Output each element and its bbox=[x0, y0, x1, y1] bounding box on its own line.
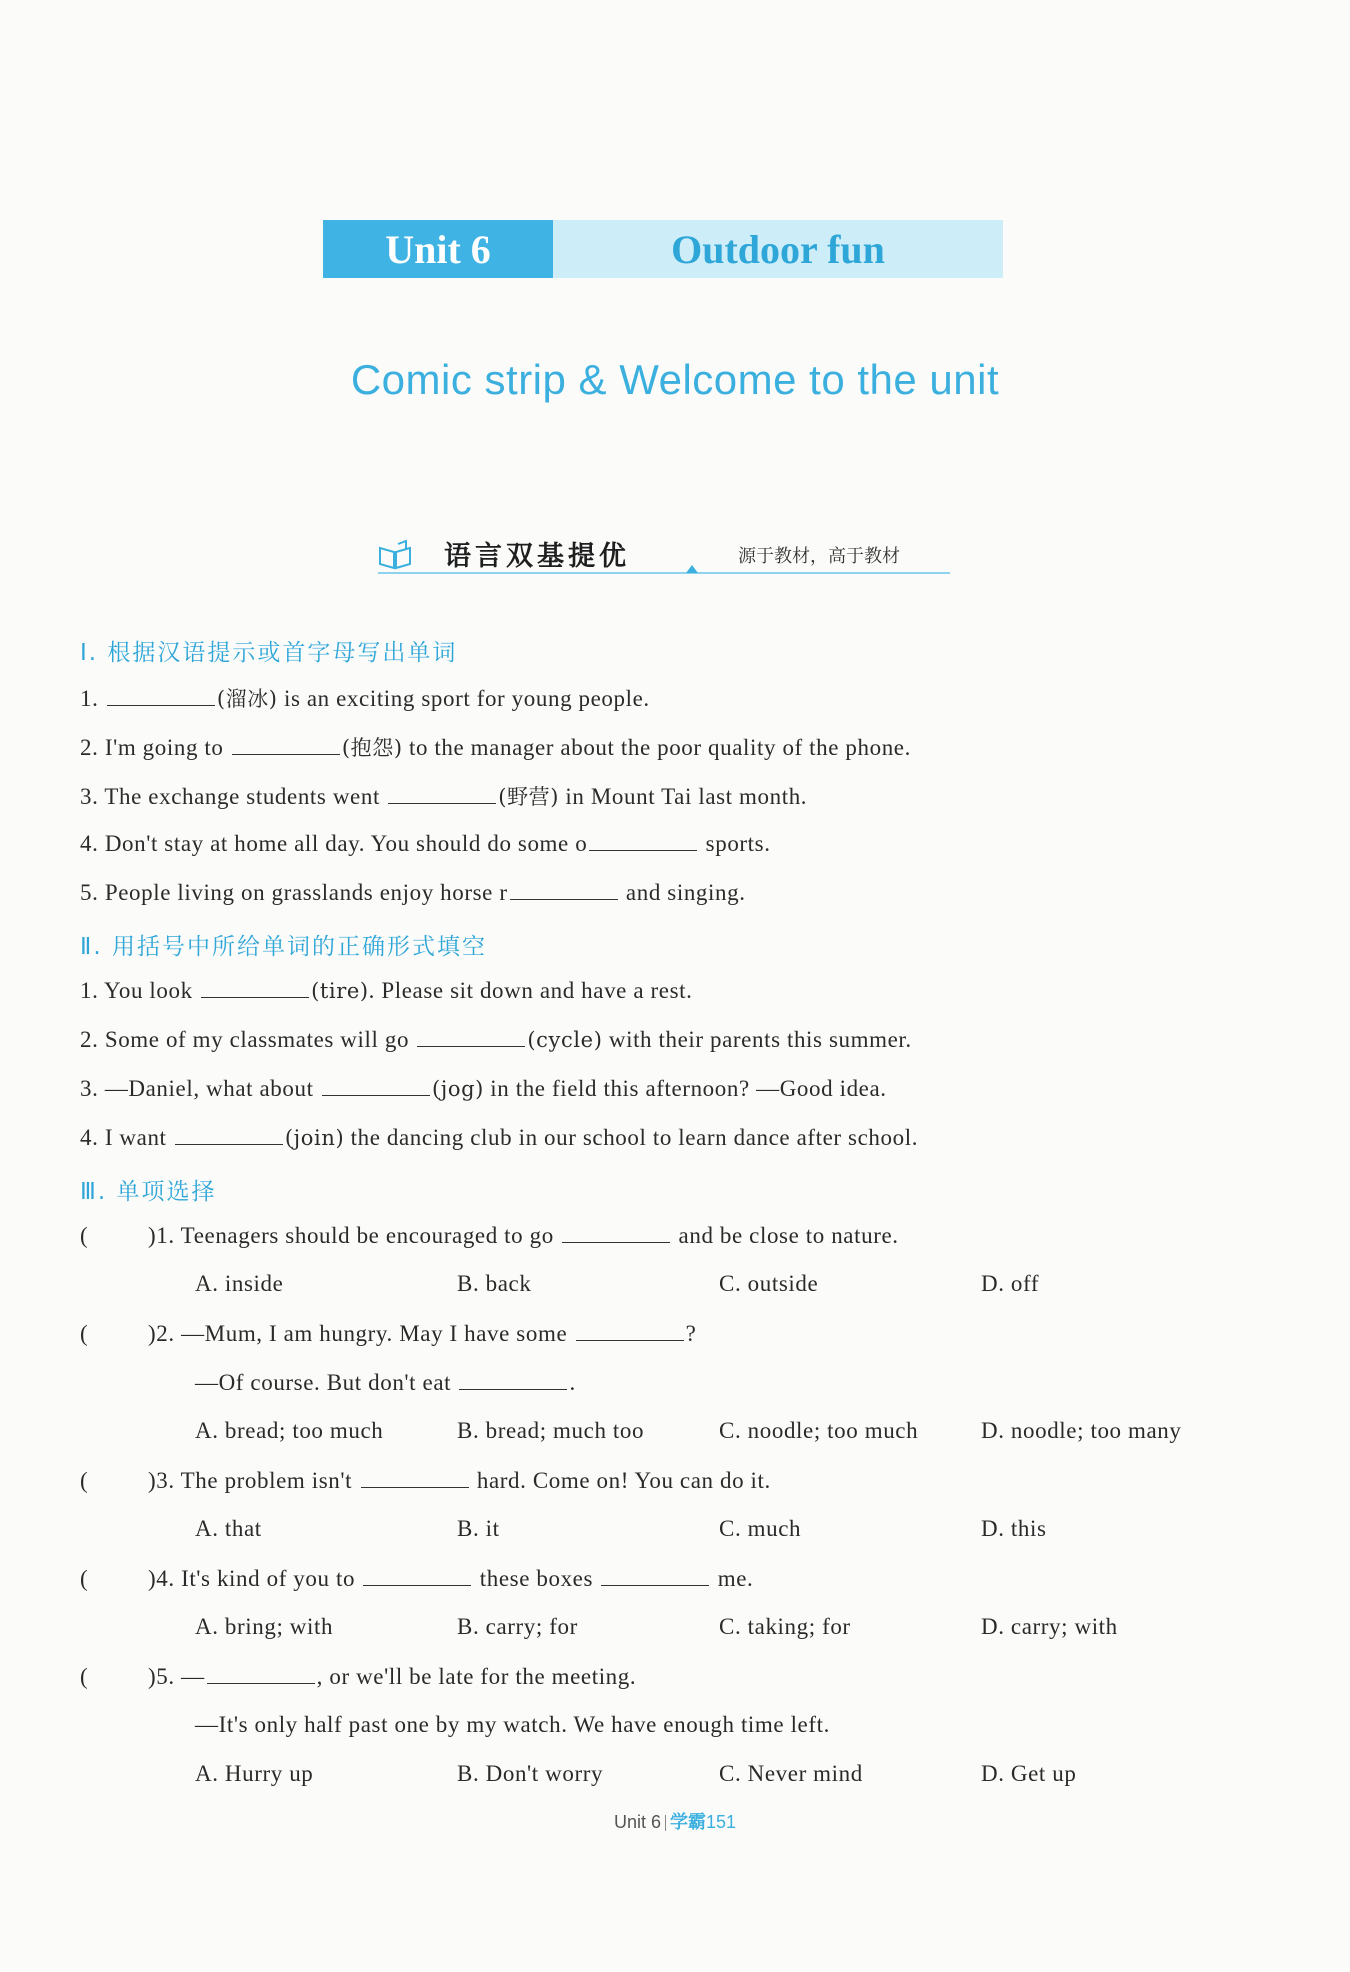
item-text: sports. bbox=[699, 831, 771, 856]
item-text: is an exciting sport for young people. bbox=[277, 686, 650, 711]
item-text: Don't stay at home all day. You should do some o bbox=[104, 831, 588, 856]
item-hint: (join) bbox=[284, 1126, 345, 1150]
question-number: )4. bbox=[148, 1566, 182, 1591]
option-b: B. bread; much too bbox=[457, 1418, 645, 1443]
question-text: ? bbox=[685, 1321, 697, 1346]
answer-blank[interactable] bbox=[576, 1320, 684, 1341]
answer-bracket: ( bbox=[80, 1566, 89, 1591]
option-a: A. that bbox=[195, 1516, 262, 1541]
answer-blank[interactable] bbox=[388, 783, 496, 804]
answer-bracket: ( bbox=[80, 1223, 89, 1248]
item-hint: (抱怨) bbox=[341, 736, 403, 760]
book-icon bbox=[378, 540, 412, 570]
question-text: —Of course. But don't eat bbox=[195, 1370, 458, 1395]
option-d: D. noodle; too many bbox=[981, 1418, 1182, 1443]
footer-unit: Unit 6 bbox=[613, 1812, 661, 1832]
question-text: —Mum, I am hungry. May I have some bbox=[181, 1321, 574, 1346]
item-number: 3. bbox=[80, 784, 105, 809]
question-text: hard. Come on! You can do it. bbox=[470, 1468, 771, 1493]
lesson-title: Comic strip & Welcome to the unit bbox=[350, 356, 1000, 403]
answer-bracket: ( bbox=[80, 1664, 89, 1689]
question-text: me. bbox=[711, 1566, 754, 1591]
item-number: 2. bbox=[80, 735, 105, 760]
option-c: C. Never mind bbox=[719, 1761, 863, 1786]
answer-blank[interactable] bbox=[459, 1369, 567, 1390]
item-number: 1. bbox=[80, 686, 105, 711]
question-text: — bbox=[181, 1664, 205, 1689]
item-text: I want bbox=[104, 1125, 173, 1150]
fill-in-item bbox=[80, 781, 807, 811]
answer-blank[interactable] bbox=[417, 1026, 525, 1047]
option-b: B. it bbox=[457, 1516, 500, 1541]
answer-blank[interactable] bbox=[363, 1565, 471, 1586]
question-text: It's kind of you to bbox=[181, 1566, 362, 1591]
question-number: )3. bbox=[148, 1468, 181, 1493]
item-text: . Please sit down and have a rest. bbox=[368, 978, 693, 1003]
fill-in-item bbox=[80, 977, 692, 1004]
item-number: 5. bbox=[80, 880, 105, 905]
question-text: The problem isn't bbox=[180, 1468, 359, 1493]
item-text: Some of my classmates will go bbox=[104, 1027, 416, 1052]
question-text: . bbox=[569, 1370, 576, 1395]
question-line bbox=[195, 1712, 830, 1738]
answer-blank[interactable] bbox=[232, 734, 340, 755]
question-line bbox=[80, 1222, 899, 1249]
unit-label: Unit 6 bbox=[323, 220, 553, 278]
item-number: 4. bbox=[80, 1125, 105, 1150]
question-number: )2. bbox=[148, 1321, 182, 1346]
answer-blank[interactable] bbox=[201, 977, 309, 998]
option-b: B. Don't worry bbox=[457, 1761, 604, 1786]
question-text: these boxes bbox=[473, 1566, 600, 1591]
item-number: 2. bbox=[80, 1027, 105, 1052]
item-hint: (溜冰) bbox=[216, 687, 278, 711]
option-c: C. noodle; too much bbox=[719, 1418, 919, 1443]
section-subtitle: 源于教材，高于教材 bbox=[738, 546, 900, 567]
item-text: with their parents this summer. bbox=[602, 1027, 912, 1052]
option-d: D. Get up bbox=[981, 1761, 1077, 1786]
answer-blank[interactable] bbox=[589, 830, 697, 851]
part2-title: Ⅱ. 用括号中所给单词的正确形式填空 bbox=[80, 934, 487, 960]
option-c: C. taking; for bbox=[719, 1614, 851, 1639]
question-text: Teenagers should be encouraged to go bbox=[180, 1223, 561, 1248]
section-divider bbox=[378, 572, 950, 574]
option-b: B. carry; for bbox=[457, 1614, 578, 1639]
option-a: A. bread; too much bbox=[195, 1418, 384, 1443]
question-text: and be close to nature. bbox=[672, 1223, 899, 1248]
item-hint: (tire) bbox=[311, 979, 369, 1003]
question-line bbox=[80, 1320, 696, 1347]
answer-blank[interactable] bbox=[107, 685, 215, 706]
page-number: 151 bbox=[705, 1812, 737, 1832]
fill-in-item bbox=[80, 1075, 887, 1102]
unit-topic: Outdoor fun bbox=[553, 220, 1003, 278]
question-line bbox=[195, 1369, 576, 1396]
item-text: The exchange students went bbox=[104, 784, 387, 809]
item-text: People living on grasslands enjoy horse r bbox=[104, 880, 508, 905]
fill-in-item bbox=[80, 830, 771, 857]
footer-separator bbox=[665, 1815, 666, 1831]
fill-in-item bbox=[80, 1124, 918, 1151]
question-text: —It's only half past one by my watch. We have enough time left. bbox=[195, 1712, 830, 1737]
footer-brand: 学霸 bbox=[669, 1812, 706, 1833]
option-a: A. bring; with bbox=[195, 1614, 334, 1639]
answer-blank[interactable] bbox=[601, 1565, 709, 1586]
question-line bbox=[80, 1467, 771, 1494]
item-text: in the field this afternoon? —Good idea. bbox=[483, 1076, 887, 1101]
answer-blank[interactable] bbox=[361, 1467, 469, 1488]
option-a: A. inside bbox=[195, 1271, 284, 1296]
item-text: and singing. bbox=[619, 880, 746, 905]
option-c: C. outside bbox=[719, 1271, 819, 1296]
answer-bracket: ( bbox=[80, 1321, 89, 1346]
option-c: C. much bbox=[719, 1516, 802, 1541]
answer-blank[interactable] bbox=[510, 879, 618, 900]
item-number: 1. bbox=[80, 978, 104, 1003]
section-header bbox=[378, 530, 950, 576]
item-text: in Mount Tai last month. bbox=[559, 784, 808, 809]
part1-title: Ⅰ. 根据汉语提示或首字母写出单词 bbox=[80, 640, 458, 666]
item-hint: (野营) bbox=[498, 785, 560, 809]
item-text: You look bbox=[103, 978, 200, 1003]
item-number: 4. bbox=[80, 831, 105, 856]
answer-blank[interactable] bbox=[562, 1222, 670, 1243]
answer-bracket: ( bbox=[80, 1468, 89, 1493]
item-text: I'm going to bbox=[104, 735, 230, 760]
option-d: D. this bbox=[981, 1516, 1047, 1541]
option-d: D. carry; with bbox=[981, 1614, 1118, 1639]
item-text: to the manager about the poor quality of the phone. bbox=[402, 735, 911, 760]
answer-blank[interactable] bbox=[207, 1663, 315, 1684]
question-text: , or we'll be late for the meeting. bbox=[316, 1664, 637, 1689]
option-b: B. back bbox=[457, 1271, 532, 1296]
fill-in-item bbox=[80, 879, 746, 906]
section-name: 语言双基提优 bbox=[444, 541, 630, 572]
unit-banner bbox=[323, 220, 1003, 278]
page-footer bbox=[0, 1808, 1350, 1834]
section-marker bbox=[686, 565, 698, 573]
fill-in-item bbox=[80, 683, 650, 713]
item-hint: (jog) bbox=[431, 1077, 484, 1101]
fill-in-item bbox=[80, 1026, 912, 1053]
item-text: —Daniel, what about bbox=[104, 1076, 320, 1101]
answer-blank[interactable] bbox=[322, 1075, 430, 1096]
fill-in-item bbox=[80, 732, 911, 762]
item-hint: (cycle) bbox=[527, 1028, 603, 1052]
question-line bbox=[80, 1663, 636, 1690]
option-d: D. off bbox=[981, 1271, 1040, 1296]
item-text: the dancing club in our school to learn dance after school. bbox=[344, 1125, 919, 1150]
question-number: )5. bbox=[148, 1664, 182, 1689]
part3-title: Ⅲ. 单项选择 bbox=[80, 1179, 217, 1205]
question-number: )1. bbox=[148, 1223, 181, 1248]
answer-blank[interactable] bbox=[175, 1124, 283, 1145]
question-line bbox=[80, 1565, 753, 1592]
item-number: 3. bbox=[80, 1076, 105, 1101]
option-a: A. Hurry up bbox=[195, 1761, 314, 1786]
